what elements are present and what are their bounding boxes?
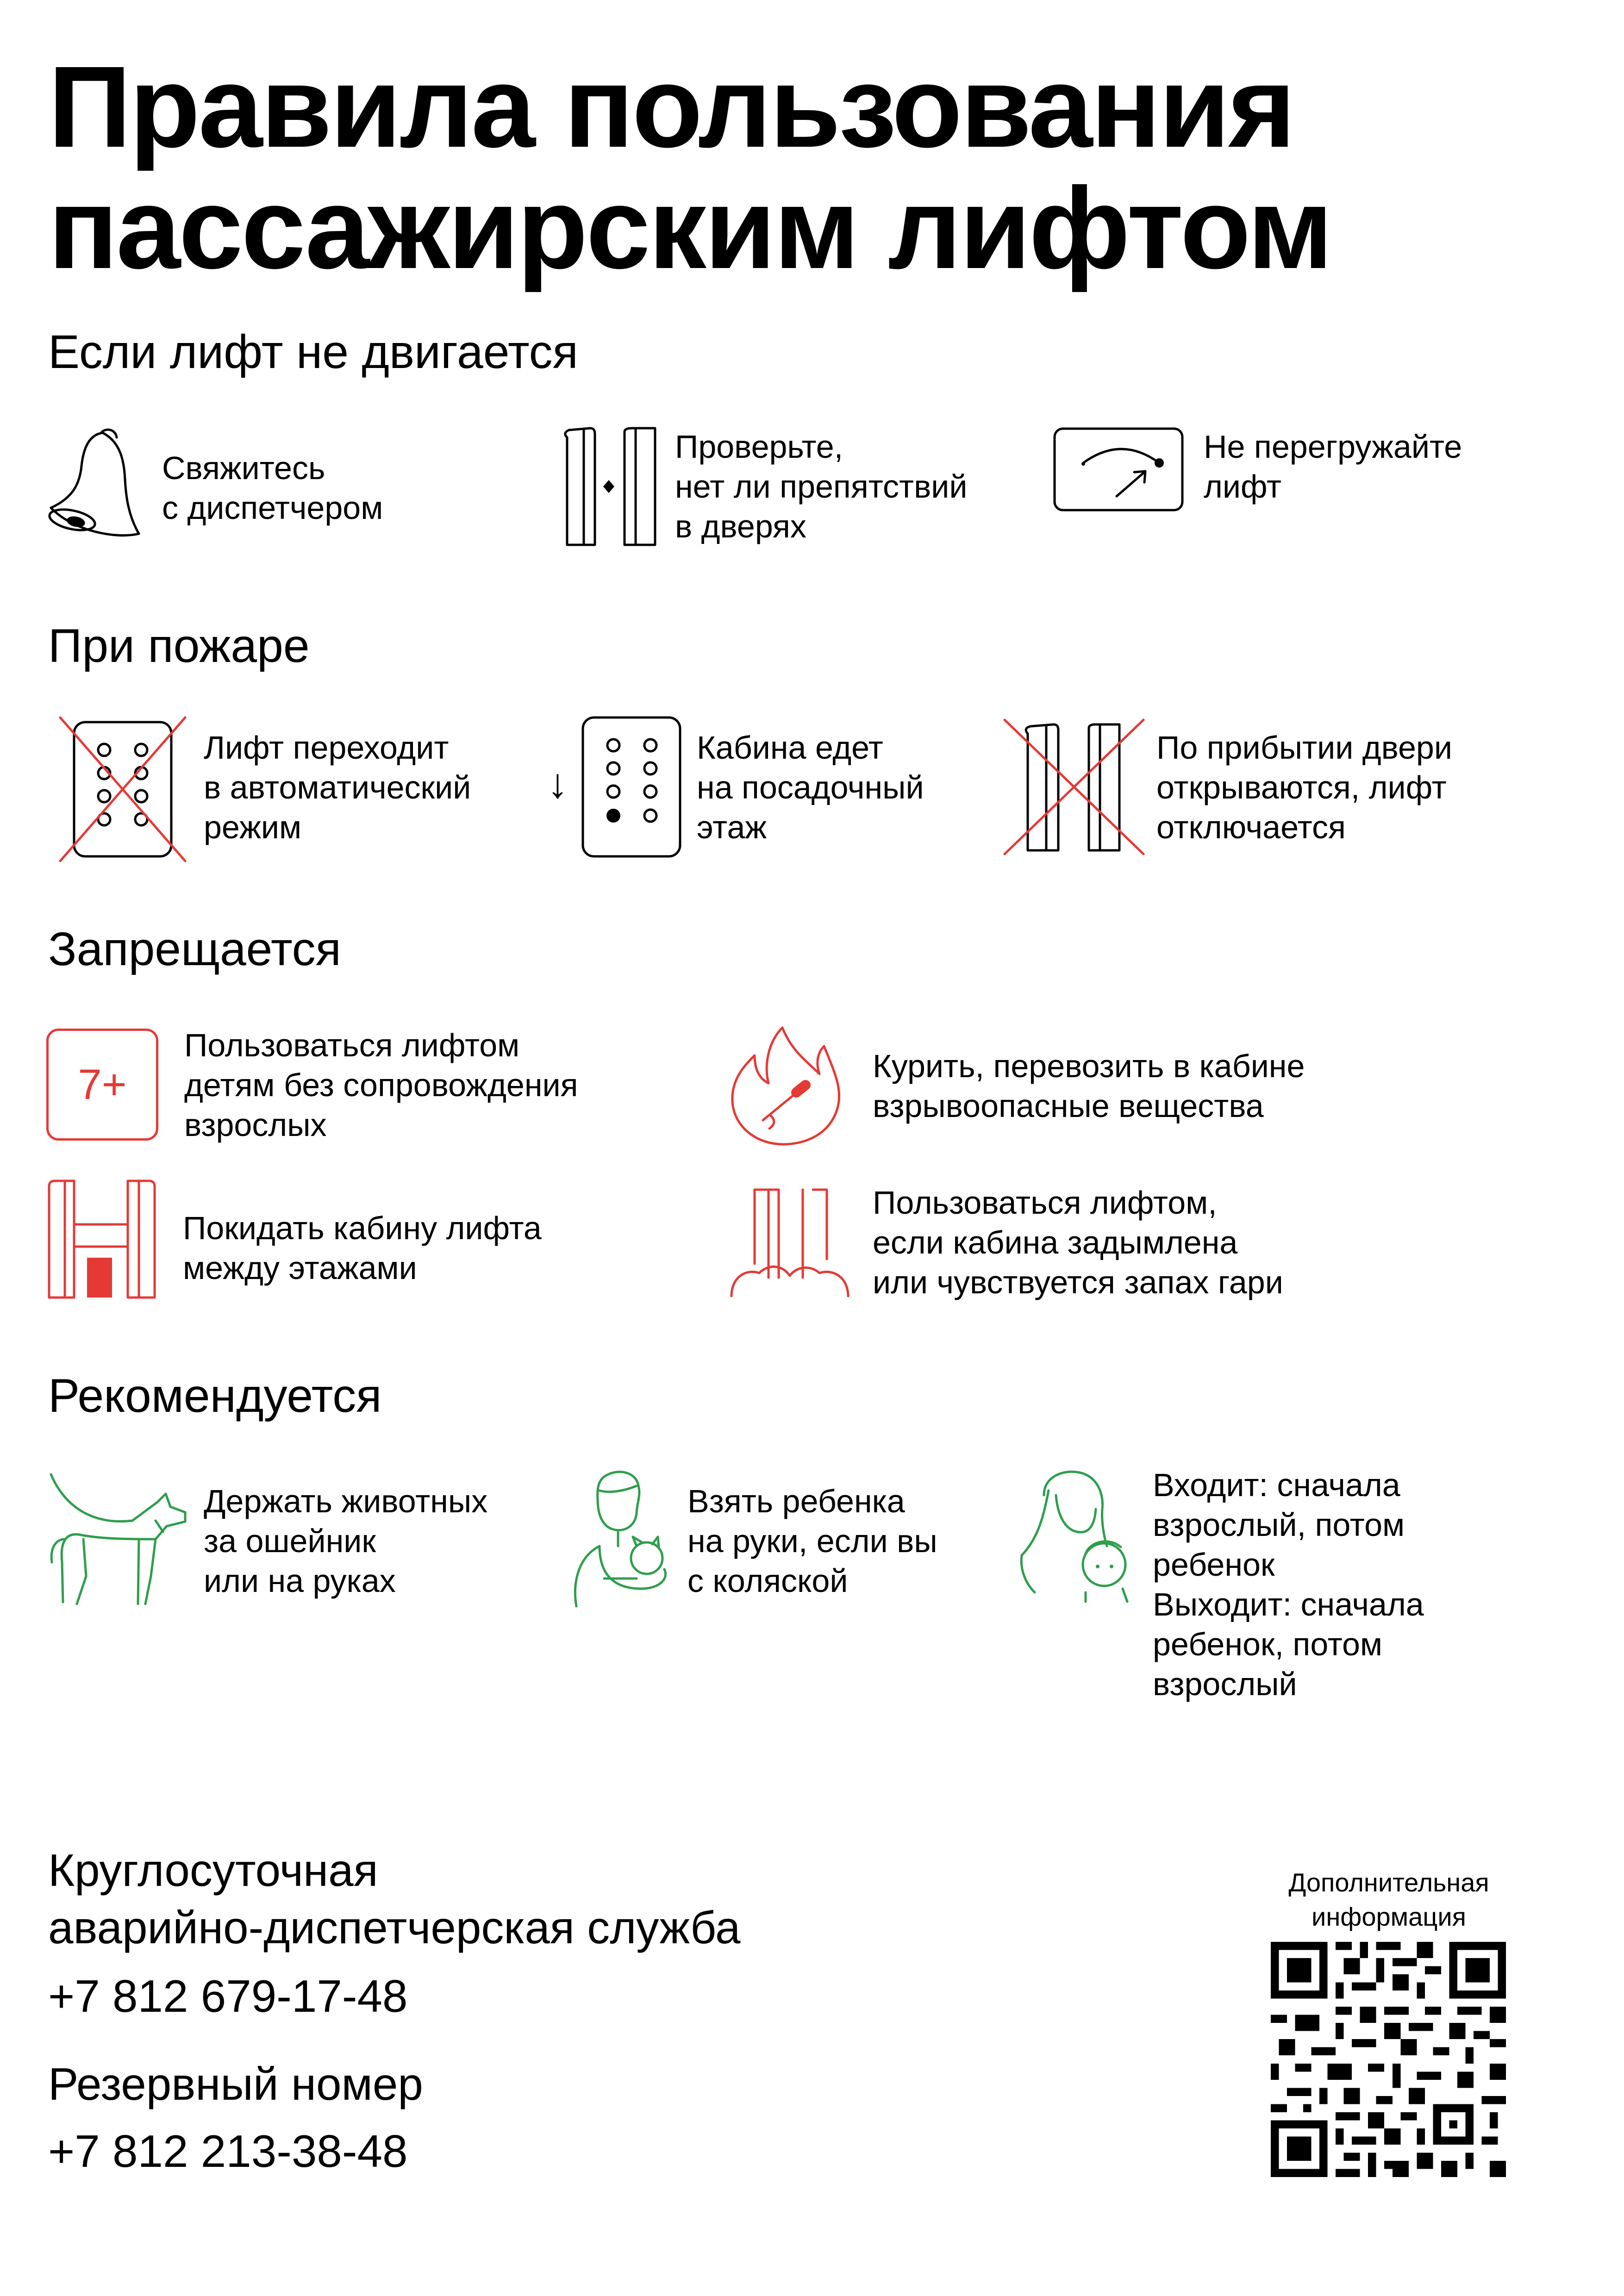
section-heading-stuck: Если лифт не двигается bbox=[48, 325, 578, 378]
item-recommended-2-text: Взять ребенка на руки, если вы с коляской bbox=[687, 1483, 937, 1599]
item-fire-1-text: Лифт переходит в автоматический режим bbox=[204, 730, 471, 845]
item-forbidden-1-text: Пользоваться лифтом детям без сопровождения взрослых bbox=[184, 1027, 578, 1143]
item-fire-2-text: Кабина едет на посадочный этаж bbox=[697, 730, 924, 845]
item-forbidden-4-text: Пользоваться лифтом, если кабина задымлена или чувствуется запах гари bbox=[873, 1185, 1283, 1300]
item-recommended-3-text: Входит: сначала взрослый, потом ребенок Выходит: сначала ребенок, потом взрослый bbox=[1153, 1467, 1424, 1702]
phone-main[interactable]: +7 812 679-17-48 bbox=[48, 1971, 408, 2021]
item-fire-3-text: По прибытии двери открываются, лифт отключается bbox=[1156, 730, 1452, 845]
item-forbidden-3-text: Покидать кабину лифта между этажами bbox=[183, 1210, 542, 1286]
crossed-button-panel-icon bbox=[56, 713, 190, 866]
item-recommended-1-text: Держать животных за ошейник или на руках bbox=[204, 1483, 488, 1599]
phone-reserve[interactable]: +7 812 213-38-48 bbox=[48, 2126, 408, 2177]
fire-cigarette-icon bbox=[727, 1023, 847, 1148]
elevator-doors-icon bbox=[558, 424, 664, 549]
item-forbidden-2-text: Курить, перевозить в кабине взрывоопасные вещества bbox=[873, 1048, 1305, 1124]
man-holding-child-icon bbox=[567, 1467, 674, 1611]
qr-caption: Дополнительная информация bbox=[1288, 1868, 1489, 1931]
weight-scale-icon bbox=[1052, 426, 1186, 514]
age-7-plus-icon: 7+ bbox=[46, 1029, 158, 1141]
service-label: Круглосуточная аварийно-диспетчерская служба bbox=[48, 1845, 741, 1953]
reserve-label: Резервный номер bbox=[48, 2059, 423, 2109]
button-panel-down-icon bbox=[581, 713, 683, 861]
bell-icon bbox=[46, 424, 148, 553]
mother-child-icon bbox=[1016, 1467, 1141, 1602]
dog-leash-icon bbox=[46, 1470, 194, 1609]
doors-between-floors-icon bbox=[46, 1178, 157, 1301]
section-heading-fire: При пожаре bbox=[48, 619, 310, 672]
section-heading-recommended: Рекомендуется bbox=[48, 1369, 382, 1422]
page-title: Правила пользования пассажирским лифтом bbox=[48, 42, 1331, 293]
crossed-doors-icon bbox=[1000, 715, 1148, 859]
section-heading-forbidden: Запрещается bbox=[48, 923, 341, 975]
smoke-doors-icon bbox=[727, 1185, 852, 1301]
item-stuck-1-text: Свяжитесь с диспетчером bbox=[162, 450, 383, 526]
item-stuck-3-text: Не перегружайте лифт bbox=[1204, 429, 1462, 505]
item-stuck-2-text: Проверьте, нет ли препятствий в дверях bbox=[675, 429, 968, 544]
qr-code-icon[interactable] bbox=[1271, 1942, 1506, 2177]
arrow-down-icon: ↓ bbox=[547, 761, 568, 807]
